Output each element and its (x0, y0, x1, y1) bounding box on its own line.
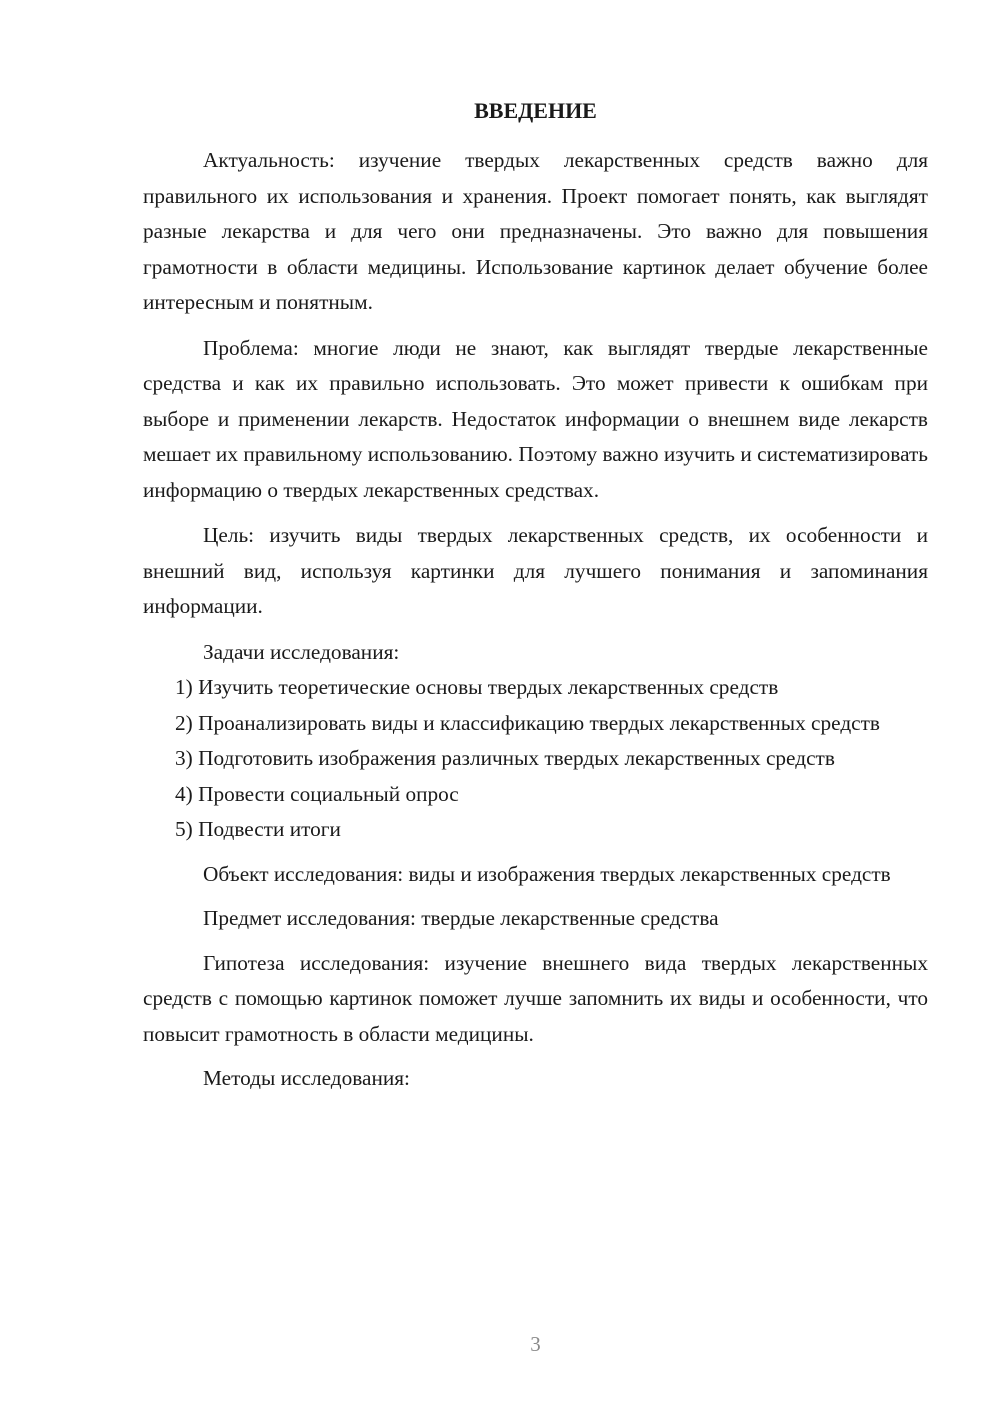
hypothesis-paragraph: Гипотеза исследования: изучение внешнего вида твердых лекарственных средств с помощью картинок поможет лучше запомнить их виды и особенности, что повысит грамотность в области медицины. (143, 950, 928, 1046)
list-item: 4) Провести социальный опрос (175, 781, 459, 806)
problem-paragraph: Проблема: многие люди не знают, как выглядят твердые лекарственные средства и как их правильно использовать. Это может привести к ошибкам при выборе и применении лекарств. Недостаток информации о внешнем виде лекарств мешает их правильному использованию. Поэтому важно изучить и систематизировать информацию о твердых лекарственных средствах. (143, 335, 928, 502)
relevance-paragraph: Актуальность: изучение твердых лекарственных средств важно для правильного их использования и хранения. Проект помогает понять, как выглядят разные лекарства и для чего они предназначены. Это важно для повышения грамотности в области медицины. Использование картинок делает обучение более интересным и понятным. (143, 148, 928, 314)
tasks-list (143, 670, 928, 848)
goal-paragraph: Цель: изучить виды твердых лекарственных средств, их особенности и внешний вид, используя картинки для лучшего понимания и запоминания информации. (143, 523, 928, 618)
list-item: 3) Подготовить изображения различных твердых лекарственных средств (175, 746, 835, 770)
section-title: ВВЕДЕНИЕ (474, 98, 597, 123)
tasks-heading: Задачи исследования: (203, 639, 400, 664)
document-body (143, 143, 928, 1097)
document-page (143, 0, 928, 1414)
list-item: 1) Изучить теоретические основы твердых лекарственных средств (175, 675, 779, 699)
subject-paragraph: Предмет исследования: твердые лекарственные средства (203, 906, 719, 930)
page-number: 3 (530, 1332, 541, 1356)
methods-heading: Методы исследования: (203, 1066, 410, 1090)
list-item: 5) Подвести итоги (175, 817, 341, 841)
object-paragraph: Объект исследования: виды и изображения твердых лекарственных средств (203, 861, 891, 886)
list-item: 2) Проанализировать виды и классификацию твердых лекарственных средств (175, 710, 880, 735)
